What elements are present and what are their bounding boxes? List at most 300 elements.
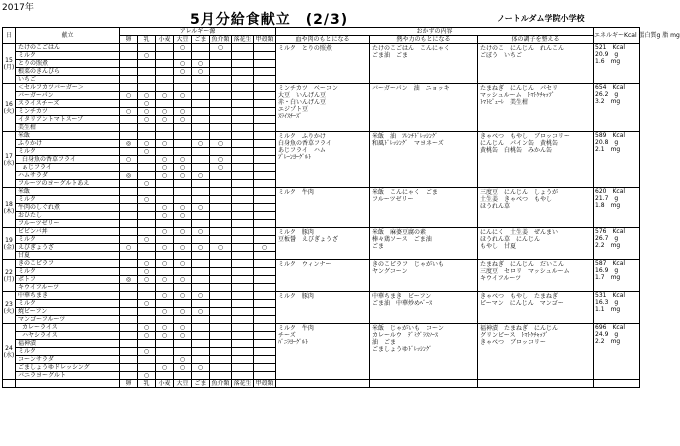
red-group: ミルク 牛肉 チーズ ﾊﾞﾆﾗﾖｰｸﾞﾙﾄ: [276, 324, 370, 380]
red-group: ミンチカツ ベーコン 大豆 いんげん豆 赤・白いんげん豆 エジプト豆 ｽﾗｲｽﾁｰｽﾞ: [276, 84, 370, 132]
allergen-mark-value: ○: [161, 140, 168, 147]
day-label: 23 (火): [3, 292, 16, 324]
allergen-mark: [156, 324, 174, 332]
allergen-mark: [232, 108, 254, 116]
allergen-mark: [210, 124, 232, 132]
allergen-mark: [174, 308, 192, 316]
page-title: 5月分給食献立 (2/3): [190, 12, 349, 28]
allergen-mark: [138, 116, 156, 124]
allergen-mark: [232, 124, 254, 132]
dish-name: ＜セルフカツバーガー＞: [16, 84, 120, 92]
allergen-mark: [174, 228, 192, 236]
nutrition-values: 589 Kcal 20.8 g 2.1 mg: [594, 132, 640, 188]
allergen-mark: [192, 220, 210, 228]
allergen-mark: [232, 68, 254, 76]
allergen-mark: [232, 300, 254, 308]
allergen-mark: [254, 276, 276, 284]
allergen-mark: [192, 292, 210, 300]
allergen-mark: [156, 332, 174, 340]
allergen-mark: [232, 196, 254, 204]
allergen-mark: [120, 340, 138, 348]
allergen-mark-value: ○: [143, 348, 150, 355]
foot-allergen: 落花生: [233, 380, 252, 387]
allergen-mark: [174, 292, 192, 300]
allergen-mark-value: ○: [179, 204, 186, 211]
year-label: 2017年: [2, 3, 34, 13]
green-group: たまねぎ にんじん パセリ マッシュルーム ﾄﾏﾄｹﾁｬｯﾌﾟ ﾄﾏﾄﾋﾟｭｰﾚ 美生柑: [478, 84, 594, 132]
allergen-mark: [192, 228, 210, 236]
allergen-mark-value: ○: [143, 196, 150, 203]
allergen-mark: [138, 108, 156, 116]
allergen-mark: [210, 228, 232, 236]
yellow-group: 米飯 油 ﾌﾚﾝﾁﾄﾞﾚｯｼﾝｸﾞ 和風ﾄﾞﾚｯｼﾝｸﾞ マヨネーズ: [370, 132, 478, 188]
yellow-group: 米飯 麻婆豆腐の素 棒々鶏ソース ごま油 ごま: [370, 228, 478, 260]
allergen-mark: [120, 196, 138, 204]
allergen-mark: [192, 180, 210, 188]
allergen-mark: [210, 172, 232, 180]
dish-name: フルーツゼリー: [16, 220, 120, 228]
allergen-mark: [120, 52, 138, 60]
allergen-mark: [120, 100, 138, 108]
nutrition-values: 654 Kcal 26.2 g 3.2 mg: [594, 84, 640, 132]
allergen-mark: [232, 212, 254, 220]
allergen-mark: [138, 228, 156, 236]
col-allergen: 乳: [138, 36, 156, 44]
allergen-mark: [210, 76, 232, 84]
allergen-mark: [192, 132, 210, 140]
allergen-mark: [254, 300, 276, 308]
allergen-mark: [210, 348, 232, 356]
green-group: たけのこ にんじん れんこん ごぼう いちご: [478, 44, 594, 84]
col-allergen: 大豆: [174, 36, 192, 44]
green-group: 福神漬 たまねぎ にんじん グリンピース ﾄﾏﾄｹﾁｬｯﾌﾟ きゃべつ ブロッコリー: [478, 324, 594, 380]
allergen-mark: [232, 276, 254, 284]
allergen-mark: [254, 196, 276, 204]
allergen-mark: [156, 228, 174, 236]
yellow-group: 米飯 じゃがいも コーン カレールウ ﾃﾞﾐｸﾞﾗｽｿｰｽ 油 ごま ごましょうゆﾄﾞﾚｯｼﾝｸﾞ: [370, 324, 478, 380]
foot-blank: [370, 380, 478, 388]
allergen-mark: [156, 172, 174, 180]
allergen-mark: [254, 148, 276, 156]
allergen-mark: [138, 204, 156, 212]
allergen-mark-value: ○: [143, 332, 150, 339]
col-day: 日: [3, 28, 16, 44]
allergen-mark: [174, 172, 192, 180]
allergen-mark: [120, 348, 138, 356]
allergen-mark: [138, 340, 156, 348]
allergen-mark: [120, 164, 138, 172]
allergen-mark: [210, 300, 232, 308]
allergen-mark: [210, 100, 232, 108]
allergen-mark: [192, 52, 210, 60]
allergen-mark-value: ○: [161, 92, 168, 99]
day-label: 22 (月): [3, 260, 16, 292]
allergen-mark: [192, 244, 210, 252]
foot-allergen: 甲殻類: [255, 380, 274, 387]
allergen-mark: [254, 228, 276, 236]
allergen-mark-value: ○: [161, 164, 168, 171]
allergen-mark: [156, 68, 174, 76]
allergen-mark: [138, 260, 156, 268]
dish-name: 中華ちまき: [16, 292, 120, 300]
allergen-mark: [232, 228, 254, 236]
allergen-mark-value: ○: [179, 212, 186, 219]
dish-name: 米飯: [16, 132, 120, 140]
allergen-mark: [174, 68, 192, 76]
allergen-mark-value: ○: [179, 356, 186, 363]
allergen-mark-value: ○: [161, 108, 168, 115]
nutrition-values: 620 Kcal 21.7 g 1.8 mg: [594, 188, 640, 228]
allergen-mark: [254, 84, 276, 92]
allergen-mark: [156, 116, 174, 124]
allergen-mark-value: ○: [143, 268, 150, 275]
allergen-mark: [138, 164, 156, 172]
allergen-mark-value: ○: [217, 44, 224, 51]
allergen-mark: [120, 252, 138, 260]
allergen-mark: [192, 324, 210, 332]
allergen-mark: [174, 300, 192, 308]
foot-allergen: 乳: [138, 380, 156, 388]
red-group: ミルク 豚肉: [276, 292, 370, 324]
allergen-mark: [120, 188, 138, 196]
nutrition-values: 576 Kcal 26.7 g 2.2 mg: [594, 228, 640, 260]
allergen-mark: [174, 220, 192, 228]
allergen-mark: [120, 116, 138, 124]
allergen-mark: [192, 44, 210, 52]
allergen-mark-value: ○: [143, 236, 150, 243]
dish-name: 白身魚の香草フライ: [16, 156, 120, 164]
col-allergen: 落花生: [233, 36, 252, 43]
allergen-mark: [192, 172, 210, 180]
yellow-group: きのこピラフ じゃがいも ヤングコーン: [370, 260, 478, 292]
allergen-mark: [210, 284, 232, 292]
green-group: にんにく 土生姜 ぜんまい ほうれん草 にんじん もやし 甘夏: [478, 228, 594, 260]
allergen-mark: [120, 84, 138, 92]
allergen-mark: [254, 140, 276, 148]
dish-name: カレーライス: [16, 324, 120, 332]
allergen-mark: [254, 188, 276, 196]
allergen-mark: [120, 108, 138, 116]
allergen-mark: [192, 76, 210, 84]
allergen-mark: [232, 364, 254, 372]
allergen-mark-value: ○: [143, 180, 150, 187]
allergen-mark: [138, 372, 156, 380]
allergen-mark-value: ○: [179, 244, 186, 251]
allergen-mark: [174, 372, 192, 380]
allergen-mark: [174, 60, 192, 68]
allergen-mark: [232, 316, 254, 324]
allergen-mark: [138, 52, 156, 60]
allergen-mark: [138, 44, 156, 52]
allergen-mark: [138, 268, 156, 276]
allergen-mark-value: ○: [197, 60, 204, 67]
allergen-mark: [232, 84, 254, 92]
allergen-mark: [254, 260, 276, 268]
allergen-mark: [192, 148, 210, 156]
allergen-mark: [192, 332, 210, 340]
allergen-mark: [232, 52, 254, 60]
allergen-mark: [120, 364, 138, 372]
allergen-mark-value: ○: [143, 100, 150, 107]
allergen-mark-value: ○: [179, 332, 186, 339]
allergen-mark: [156, 188, 174, 196]
nutrition-values: 521 Kcal 20.9 g 1.6 mg: [594, 44, 640, 84]
allergen-mark: [254, 204, 276, 212]
allergen-mark: [120, 124, 138, 132]
allergen-mark: [120, 324, 138, 332]
dish-name: 美生柑: [16, 124, 120, 132]
allergen-mark: [254, 76, 276, 84]
allergen-mark-value: ○: [143, 260, 150, 267]
allergen-mark: [120, 140, 138, 148]
dish-name: ミルク: [16, 268, 120, 276]
allergen-mark-value: ○: [179, 292, 186, 299]
dish-name: おひたし: [16, 212, 120, 220]
allergen-mark: [192, 348, 210, 356]
red-group: ミルク ふりかけ 白身魚の香草フライ あじフライ ハム ﾌﾟﾚｰﾝﾖｰｸﾞﾙﾄ: [276, 132, 370, 188]
allergen-mark: [174, 196, 192, 204]
allergen-mark: [210, 116, 232, 124]
day-label: 17 (水): [3, 132, 16, 188]
allergen-mark: [232, 356, 254, 364]
allergen-mark: [156, 300, 174, 308]
allergen-mark: [254, 348, 276, 356]
allergen-mark-value: ○: [143, 92, 150, 99]
allergen-mark: [232, 324, 254, 332]
allergen-mark-value: ○: [161, 204, 168, 211]
allergen-mark: [192, 140, 210, 148]
allergen-mark: [232, 76, 254, 84]
allergen-mark-value: ○: [179, 44, 186, 51]
allergen-mark: [138, 212, 156, 220]
allergen-mark: [120, 212, 138, 220]
allergen-mark: [120, 284, 138, 292]
allergen-mark: [138, 180, 156, 188]
allergen-mark: [210, 260, 232, 268]
allergen-mark: [232, 268, 254, 276]
dish-name: ぁじフライ: [16, 164, 120, 172]
dish-name: ハムサラダ: [16, 172, 120, 180]
allergen-mark: [210, 196, 232, 204]
allergen-mark: [138, 60, 156, 68]
allergen-mark: [174, 252, 192, 260]
allergen-mark: [210, 84, 232, 92]
allergen-mark: [156, 212, 174, 220]
col-allergen: 小麦: [156, 36, 174, 44]
allergen-mark-value: ○: [143, 108, 150, 115]
allergen-mark: [232, 148, 254, 156]
allergen-mark: [156, 260, 174, 268]
allergen-mark-value: ○: [125, 92, 132, 99]
dish-name: ミルク: [16, 52, 120, 60]
allergen-mark: [210, 164, 232, 172]
allergen-mark: [254, 156, 276, 164]
allergen-mark: [192, 268, 210, 276]
allergen-mark: [210, 148, 232, 156]
allergen-mark: [138, 140, 156, 148]
allergen-mark: [156, 132, 174, 140]
allergen-mark: [210, 324, 232, 332]
dish-name: 牛肉のしぐれ煮: [16, 204, 120, 212]
dish-name: バーガーパン: [16, 92, 120, 100]
allergen-mark: [232, 252, 254, 260]
allergen-mark-value: ○: [217, 164, 224, 171]
allergen-mark: [120, 308, 138, 316]
allergen-mark: [254, 316, 276, 324]
allergen-mark: [192, 188, 210, 196]
allergen-mark: [232, 92, 254, 100]
allergen-mark: [210, 268, 232, 276]
foot-blank: [594, 380, 640, 388]
allergen-mark: [232, 132, 254, 140]
day-label: 24 (水): [3, 324, 16, 380]
dish-name: きのこピラフ: [16, 260, 120, 268]
allergen-mark: [254, 268, 276, 276]
allergen-mark: [138, 156, 156, 164]
allergen-mark: [120, 44, 138, 52]
allergen-mark: [138, 308, 156, 316]
allergen-mark: [174, 340, 192, 348]
foot-allergen: 卵: [120, 380, 138, 388]
allergen-mark: [174, 148, 192, 156]
allergen-mark-value: ○: [197, 204, 204, 211]
allergen-mark: [254, 172, 276, 180]
allergen-mark: [192, 364, 210, 372]
allergen-mark: [232, 308, 254, 316]
allergen-mark-value: ○: [143, 300, 150, 307]
allergen-mark: [174, 132, 192, 140]
foot-blank: [276, 380, 370, 388]
allergen-mark: [254, 132, 276, 140]
allergen-mark: [138, 324, 156, 332]
table-row: [3, 260, 640, 268]
allergen-mark: [192, 204, 210, 212]
allergen-mark: [210, 156, 232, 164]
allergen-mark-value: ○: [197, 172, 204, 179]
allergen-mark: [232, 332, 254, 340]
dish-name: ごましょうゆドレッシング: [16, 364, 120, 372]
allergen-mark: [138, 252, 156, 260]
allergen-mark: [156, 124, 174, 132]
allergen-mark: [210, 252, 232, 260]
allergen-mark: [254, 52, 276, 60]
green-group: きゃべつ もやし ブロッコリー にんじん パイン缶 黄桃缶 黄桃缶 白桃缶 みかん缶: [478, 132, 594, 188]
foot-allergen: 大豆: [174, 380, 192, 388]
dish-name: ふりかけ: [16, 140, 120, 148]
dish-name: ミルク: [16, 300, 120, 308]
allergen-mark: [120, 204, 138, 212]
allergen-mark: [138, 76, 156, 84]
dish-name: 福神漬: [16, 340, 120, 348]
allergen-mark: [174, 52, 192, 60]
allergen-mark: [138, 348, 156, 356]
allergen-mark: [156, 244, 174, 252]
allergen-mark: [232, 188, 254, 196]
allergen-mark: [174, 204, 192, 212]
allergen-mark: [174, 284, 192, 292]
col-contents-group: おかずの内容: [276, 28, 594, 36]
allergen-mark: [192, 92, 210, 100]
allergen-mark: [254, 292, 276, 300]
allergen-mark-value: ○: [197, 140, 204, 147]
dish-name: キウイフルーツ: [16, 284, 120, 292]
allergen-mark: [254, 60, 276, 68]
allergen-mark: [120, 228, 138, 236]
dish-name: バニラヨーグルト: [16, 372, 120, 380]
day-label: 18 (木): [3, 188, 16, 228]
allergen-mark-value: ○: [143, 276, 150, 283]
allergen-mark: [156, 348, 174, 356]
table-row: [3, 324, 640, 332]
allergen-mark: [192, 68, 210, 76]
day-label: 16 (火): [3, 84, 16, 132]
allergen-mark: [232, 260, 254, 268]
allergen-mark: [120, 172, 138, 180]
allergen-mark-value: ○: [217, 244, 224, 251]
col-nutrition: エネルギーKcal 蛋白質g 脂 mg: [594, 28, 640, 44]
allergen-mark-value: ◎: [125, 140, 132, 147]
allergen-mark-value: ○: [179, 276, 186, 283]
allergen-mark: [156, 100, 174, 108]
yellow-group: 中華ちまき ビーフン ごま油 中華炒めﾍﾞｰｽ: [370, 292, 478, 324]
allergen-mark-value: ○: [179, 324, 186, 331]
allergen-mark-value: ○: [143, 140, 150, 147]
allergen-mark: [156, 316, 174, 324]
allergen-mark-value: ○: [161, 228, 168, 235]
allergen-mark: [120, 300, 138, 308]
allergen-mark-value: ○: [179, 260, 186, 267]
allergen-mark: [192, 212, 210, 220]
allergen-mark: [174, 332, 192, 340]
allergen-mark: [232, 164, 254, 172]
allergen-mark: [174, 260, 192, 268]
allergen-mark: [210, 236, 232, 244]
allergen-mark: [192, 308, 210, 316]
dish-name: ミンチカツ: [16, 108, 120, 116]
allergen-mark: [210, 332, 232, 340]
allergen-mark: [174, 180, 192, 188]
allergen-mark: [254, 180, 276, 188]
allergen-mark: [210, 244, 232, 252]
allergen-mark-value: ○: [179, 92, 186, 99]
foot-blank: [478, 380, 594, 388]
allergen-mark: [120, 92, 138, 100]
allergen-mark: [120, 148, 138, 156]
allergen-mark: [174, 140, 192, 148]
allergen-mark: [174, 156, 192, 164]
allergen-mark: [210, 180, 232, 188]
allergen-mark: [232, 116, 254, 124]
col-allergen: 卵: [120, 36, 138, 44]
allergen-mark: [174, 356, 192, 364]
allergen-mark: [254, 308, 276, 316]
allergen-mark: [120, 276, 138, 284]
allergen-mark: [210, 108, 232, 116]
green-group: 三度豆 にんじん しょうが 土生姜 きゃべつ もやし ほうれん草: [478, 188, 594, 228]
allergen-mark: [138, 148, 156, 156]
allergen-mark: [138, 100, 156, 108]
allergen-mark: [254, 372, 276, 380]
allergen-mark: [192, 100, 210, 108]
allergen-mark: [156, 44, 174, 52]
allergen-mark: [156, 356, 174, 364]
allergen-mark: [174, 76, 192, 84]
yellow-group: バーガーパン 油 ニョッキ: [370, 84, 478, 132]
allergen-mark: [174, 364, 192, 372]
allergen-mark: [192, 236, 210, 244]
allergen-mark: [174, 348, 192, 356]
nutrition-values: 531 Kcal 16.3 g 1.1 mg: [594, 292, 640, 324]
